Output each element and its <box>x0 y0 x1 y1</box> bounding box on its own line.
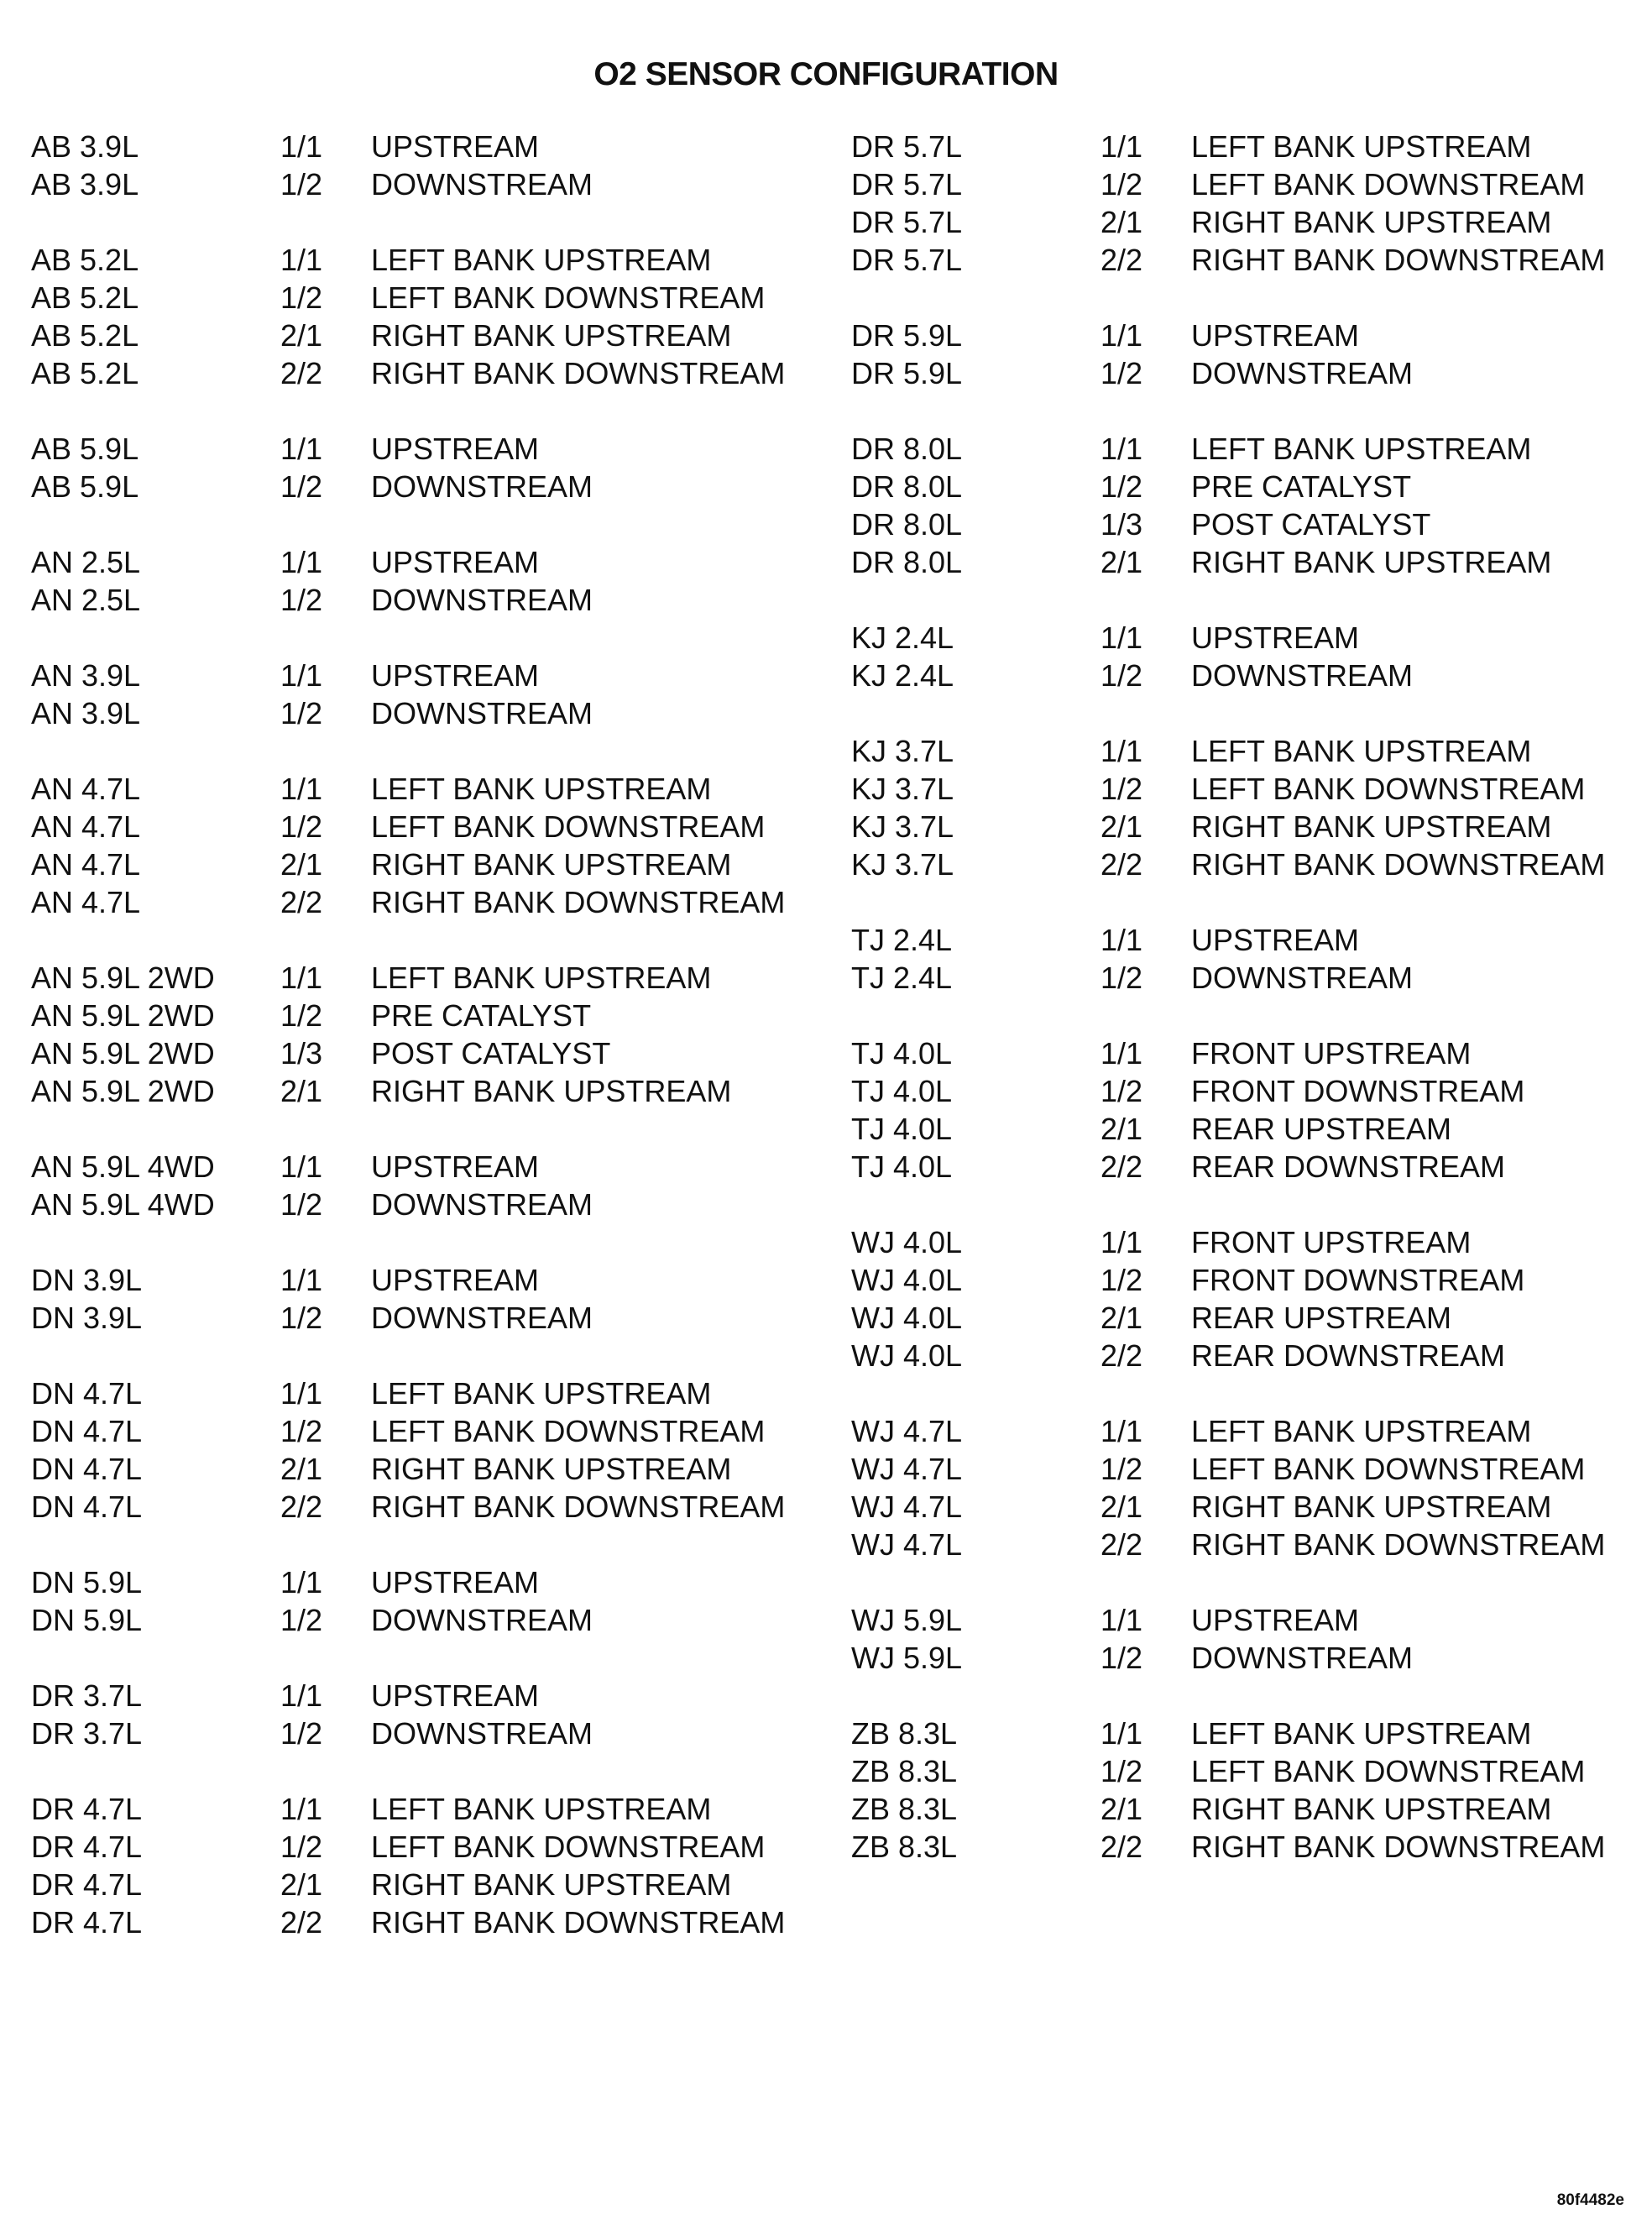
sensor-position: 1/1 <box>280 961 323 995</box>
sensor-location: RIGHT BANK DOWNSTREAM <box>1191 1527 1606 1562</box>
engine-code: TJ 4.0L <box>851 1036 953 1071</box>
sensor-position: 2/1 <box>1100 205 1143 239</box>
engine-code: DR 4.7L <box>31 1905 143 1940</box>
engine-code: DN 3.9L <box>31 1263 143 1297</box>
engine-code: DR 4.7L <box>31 1792 143 1826</box>
sensor-position: 2/2 <box>1100 243 1143 277</box>
engine-code: AN 5.9L 4WD <box>31 1187 215 1222</box>
sensor-location: LEFT BANK UPSTREAM <box>371 243 712 277</box>
sensor-position: 2/2 <box>1100 847 1143 882</box>
sensor-location: DOWNSTREAM <box>1191 658 1413 693</box>
engine-code: AN 5.9L 2WD <box>31 998 215 1033</box>
sensor-position: 1/2 <box>280 809 323 844</box>
sensor-location: LEFT BANK UPSTREAM <box>1191 1414 1532 1448</box>
sensor-position: 2/1 <box>280 1867 323 1902</box>
sensor-location: RIGHT BANK DOWNSTREAM <box>1191 243 1606 277</box>
sensor-position: 2/1 <box>1100 1489 1143 1524</box>
engine-code: KJ 2.4L <box>851 620 954 655</box>
sensor-location: FRONT UPSTREAM <box>1191 1225 1472 1259</box>
sensor-position: 1/2 <box>1100 356 1143 390</box>
sensor-location: LEFT BANK DOWNSTREAM <box>371 1830 766 1864</box>
sensor-location: UPSTREAM <box>371 1565 540 1599</box>
sensor-location: PRE CATALYST <box>371 998 592 1033</box>
figure-id: 80f4482e <box>1556 2191 1624 2209</box>
sensor-position: 1/1 <box>280 772 323 806</box>
sensor-position: 2/1 <box>1100 809 1143 844</box>
engine-code: DR 5.7L <box>851 243 963 277</box>
engine-code: TJ 2.4L <box>851 923 953 957</box>
sensor-position: 1/2 <box>280 583 323 617</box>
engine-code: TJ 4.0L <box>851 1074 953 1108</box>
sensor-location: DOWNSTREAM <box>371 167 593 202</box>
sensor-location: RIGHT BANK DOWNSTREAM <box>1191 1830 1606 1864</box>
engine-code: DN 4.7L <box>31 1414 143 1448</box>
engine-code: TJ 2.4L <box>851 961 953 995</box>
engine-code: DR 8.0L <box>851 469 963 504</box>
sensor-position: 1/3 <box>1100 507 1143 542</box>
sensor-location: RIGHT BANK UPSTREAM <box>371 1452 732 1486</box>
sensor-position: 1/2 <box>280 1187 323 1222</box>
engine-code: ZB 8.3L <box>851 1754 958 1788</box>
sensor-location: DOWNSTREAM <box>371 1301 593 1335</box>
sensor-location: RIGHT BANK UPSTREAM <box>371 318 732 353</box>
sensor-position: 1/2 <box>1100 772 1143 806</box>
sensor-position: 1/1 <box>1100 923 1143 957</box>
engine-code: DR 8.0L <box>851 545 963 579</box>
engine-code: KJ 3.7L <box>851 734 954 768</box>
sensor-position: 2/2 <box>280 885 323 919</box>
engine-code: KJ 3.7L <box>851 847 954 882</box>
sensor-location: RIGHT BANK UPSTREAM <box>1191 809 1552 844</box>
engine-code: DN 4.7L <box>31 1489 143 1524</box>
sensor-location: LEFT BANK DOWNSTREAM <box>371 280 766 315</box>
sensor-location: UPSTREAM <box>1191 1603 1360 1637</box>
sensor-position: 2/1 <box>1100 1792 1143 1826</box>
engine-code: WJ 4.7L <box>851 1527 963 1562</box>
sensor-location: RIGHT BANK DOWNSTREAM <box>371 356 786 390</box>
engine-code: WJ 4.7L <box>851 1489 963 1524</box>
sensor-location: LEFT BANK UPSTREAM <box>1191 1716 1532 1751</box>
sensor-position: 1/2 <box>1100 1754 1143 1788</box>
engine-code: ZB 8.3L <box>851 1830 958 1864</box>
sensor-location: RIGHT BANK UPSTREAM <box>371 1074 732 1108</box>
sensor-location: RIGHT BANK UPSTREAM <box>1191 1489 1552 1524</box>
engine-code: TJ 4.0L <box>851 1112 953 1146</box>
sensor-location: LEFT BANK DOWNSTREAM <box>1191 772 1586 806</box>
engine-code: DR 5.7L <box>851 129 963 164</box>
engine-code: DN 3.9L <box>31 1301 143 1335</box>
sensor-location: RIGHT BANK DOWNSTREAM <box>371 1905 786 1940</box>
engine-code: DN 5.9L <box>31 1603 143 1637</box>
engine-code: AN 2.5L <box>31 583 141 617</box>
sensor-location: RIGHT BANK UPSTREAM <box>371 1867 732 1902</box>
engine-code: DN 4.7L <box>31 1452 143 1486</box>
engine-code: DR 5.9L <box>851 356 963 390</box>
sensor-location: DOWNSTREAM <box>371 583 593 617</box>
sensor-position: 1/2 <box>1100 469 1143 504</box>
sensor-position: 1/1 <box>280 243 323 277</box>
sensor-position: 1/2 <box>280 280 323 315</box>
engine-code: AB 3.9L <box>31 167 139 202</box>
engine-code: AB 5.9L <box>31 432 139 466</box>
engine-code: AN 5.9L 2WD <box>31 1036 215 1071</box>
engine-code: DR 3.7L <box>31 1678 143 1713</box>
sensor-position: 1/2 <box>1100 1074 1143 1108</box>
engine-code: AB 5.2L <box>31 243 139 277</box>
sensor-position: 1/1 <box>280 658 323 693</box>
sensor-position: 1/2 <box>280 1301 323 1335</box>
sensor-location: UPSTREAM <box>371 1149 540 1184</box>
sensor-position: 2/2 <box>280 356 323 390</box>
engine-code: WJ 4.0L <box>851 1301 963 1335</box>
sensor-position: 1/1 <box>280 1376 323 1411</box>
sensor-position: 2/1 <box>280 1074 323 1108</box>
sensor-position: 1/1 <box>280 432 323 466</box>
sensor-location: DOWNSTREAM <box>371 1603 593 1637</box>
sensor-position: 1/1 <box>1100 1716 1143 1751</box>
engine-code: AN 5.9L 2WD <box>31 961 215 995</box>
sensor-position: 1/1 <box>1100 432 1143 466</box>
engine-code: AN 5.9L 2WD <box>31 1074 215 1108</box>
sensor-location: REAR DOWNSTREAM <box>1191 1149 1506 1184</box>
sensor-location: POST CATALYST <box>371 1036 611 1071</box>
sensor-position: 2/1 <box>280 1452 323 1486</box>
sensor-location: LEFT BANK UPSTREAM <box>1191 734 1532 768</box>
sensor-position: 2/2 <box>1100 1830 1143 1864</box>
engine-code: KJ 3.7L <box>851 809 954 844</box>
sensor-position: 2/2 <box>1100 1149 1143 1184</box>
engine-code: AB 3.9L <box>31 129 139 164</box>
sensor-position: 1/1 <box>280 129 323 164</box>
sensor-position: 1/2 <box>280 1414 323 1448</box>
sensor-location: UPSTREAM <box>371 658 540 693</box>
sensor-location: UPSTREAM <box>371 1678 540 1713</box>
sensor-location: RIGHT BANK DOWNSTREAM <box>371 1489 786 1524</box>
sensor-position: 1/1 <box>1100 734 1143 768</box>
engine-code: DR 4.7L <box>31 1830 143 1864</box>
engine-code: AB 5.2L <box>31 280 139 315</box>
engine-code: WJ 4.7L <box>851 1452 963 1486</box>
engine-code: AB 5.9L <box>31 469 139 504</box>
sensor-position: 1/1 <box>1100 1603 1143 1637</box>
sensor-position: 1/1 <box>1100 129 1143 164</box>
engine-code: DR 3.7L <box>31 1716 143 1751</box>
sensor-location: LEFT BANK UPSTREAM <box>371 1376 712 1411</box>
engine-code: ZB 8.3L <box>851 1716 958 1751</box>
sensor-location: DOWNSTREAM <box>371 696 593 730</box>
sensor-position: 1/2 <box>280 1830 323 1864</box>
engine-code: WJ 4.0L <box>851 1225 963 1259</box>
sensor-location: RIGHT BANK UPSTREAM <box>1191 205 1552 239</box>
sensor-location: RIGHT BANK UPSTREAM <box>1191 1792 1552 1826</box>
sensor-location: REAR UPSTREAM <box>1191 1301 1452 1335</box>
engine-code: DN 4.7L <box>31 1376 143 1411</box>
sensor-location: FRONT DOWNSTREAM <box>1191 1263 1525 1297</box>
sensor-position: 2/2 <box>1100 1338 1143 1373</box>
sensor-location: LEFT BANK DOWNSTREAM <box>1191 167 1586 202</box>
sensor-location: FRONT UPSTREAM <box>1191 1036 1472 1071</box>
engine-code: WJ 4.0L <box>851 1338 963 1373</box>
sensor-position: 1/1 <box>280 1565 323 1599</box>
sensor-position: 1/1 <box>280 1792 323 1826</box>
sensor-position: 1/2 <box>280 998 323 1033</box>
sensor-position: 1/1 <box>280 1149 323 1184</box>
engine-code: WJ 5.9L <box>851 1641 963 1675</box>
sensor-location: UPSTREAM <box>371 545 540 579</box>
sensor-location: REAR UPSTREAM <box>1191 1112 1452 1146</box>
sensor-location: REAR DOWNSTREAM <box>1191 1338 1506 1373</box>
sensor-location: UPSTREAM <box>371 129 540 164</box>
sensor-location: UPSTREAM <box>371 1263 540 1297</box>
sensor-location: POST CATALYST <box>1191 507 1431 542</box>
sensor-position: 2/2 <box>280 1905 323 1940</box>
sensor-position: 1/2 <box>1100 1641 1143 1675</box>
engine-code: AN 5.9L 4WD <box>31 1149 215 1184</box>
sensor-location: LEFT BANK UPSTREAM <box>1191 432 1532 466</box>
engine-code: AN 4.7L <box>31 809 141 844</box>
sensor-position: 2/1 <box>1100 545 1143 579</box>
sensor-position: 1/2 <box>280 469 323 504</box>
sensor-position: 1/3 <box>280 1036 323 1071</box>
engine-code: AN 2.5L <box>31 545 141 579</box>
engine-code: AN 3.9L <box>31 696 141 730</box>
sensor-location: LEFT BANK DOWNSTREAM <box>371 1414 766 1448</box>
sensor-position: 1/1 <box>280 1263 323 1297</box>
sensor-location: UPSTREAM <box>1191 923 1360 957</box>
sensor-location: LEFT BANK DOWNSTREAM <box>371 809 766 844</box>
engine-code: DR 4.7L <box>31 1867 143 1902</box>
engine-code: WJ 5.9L <box>851 1603 963 1637</box>
sensor-position: 1/1 <box>280 545 323 579</box>
sensor-position: 2/1 <box>1100 1301 1143 1335</box>
sensor-location: LEFT BANK UPSTREAM <box>1191 129 1532 164</box>
engine-code: DR 5.7L <box>851 167 963 202</box>
sensor-location: UPSTREAM <box>1191 620 1360 655</box>
sensor-location: RIGHT BANK UPSTREAM <box>371 847 732 882</box>
sensor-location: DOWNSTREAM <box>371 1716 593 1751</box>
sensor-location: RIGHT BANK UPSTREAM <box>1191 545 1552 579</box>
sensor-position: 1/2 <box>280 1716 323 1751</box>
sensor-position: 2/2 <box>280 1489 323 1524</box>
sensor-location: DOWNSTREAM <box>1191 961 1413 995</box>
engine-code: TJ 4.0L <box>851 1149 953 1184</box>
sensor-location: UPSTREAM <box>371 432 540 466</box>
sensor-position: 1/1 <box>280 1678 323 1713</box>
sensor-location: RIGHT BANK DOWNSTREAM <box>1191 847 1606 882</box>
engine-code: AB 5.2L <box>31 318 139 353</box>
sensor-location: LEFT BANK DOWNSTREAM <box>1191 1452 1586 1486</box>
sensor-position: 1/1 <box>1100 1414 1143 1448</box>
sensor-position: 1/2 <box>280 1603 323 1637</box>
sensor-position: 1/2 <box>1100 1263 1143 1297</box>
engine-code: AN 3.9L <box>31 658 141 693</box>
sensor-location: RIGHT BANK DOWNSTREAM <box>371 885 786 919</box>
engine-code: DR 5.9L <box>851 318 963 353</box>
sensor-position: 1/1 <box>1100 1036 1143 1071</box>
sensor-position: 1/1 <box>1100 318 1143 353</box>
sensor-position: 2/1 <box>1100 1112 1143 1146</box>
engine-code: KJ 3.7L <box>851 772 954 806</box>
sensor-location: UPSTREAM <box>1191 318 1360 353</box>
sensor-location: DOWNSTREAM <box>1191 356 1413 390</box>
engine-code: ZB 8.3L <box>851 1792 958 1826</box>
engine-code: WJ 4.7L <box>851 1414 963 1448</box>
engine-code: AN 4.7L <box>31 885 141 919</box>
sensor-location: PRE CATALYST <box>1191 469 1412 504</box>
sensor-position: 1/2 <box>280 696 323 730</box>
sensor-location: FRONT DOWNSTREAM <box>1191 1074 1525 1108</box>
sensor-position: 1/2 <box>1100 167 1143 202</box>
page-title: O2 SENSOR CONFIGURATION <box>593 56 1059 92</box>
sensor-location: DOWNSTREAM <box>371 1187 593 1222</box>
engine-code: AB 5.2L <box>31 356 139 390</box>
sensor-location: LEFT BANK DOWNSTREAM <box>1191 1754 1586 1788</box>
sensor-location: LEFT BANK UPSTREAM <box>371 1792 712 1826</box>
sensor-location: DOWNSTREAM <box>371 469 593 504</box>
engine-code: DR 8.0L <box>851 507 963 542</box>
engine-code: DR 8.0L <box>851 432 963 466</box>
engine-code: KJ 2.4L <box>851 658 954 693</box>
sensor-position: 2/1 <box>280 318 323 353</box>
engine-code: DN 5.9L <box>31 1565 143 1599</box>
sensor-location: DOWNSTREAM <box>1191 1641 1413 1675</box>
sensor-location: LEFT BANK UPSTREAM <box>371 772 712 806</box>
sensor-position: 1/1 <box>1100 620 1143 655</box>
sensor-position: 1/2 <box>1100 1452 1143 1486</box>
sensor-position: 1/1 <box>1100 1225 1143 1259</box>
sensor-location: LEFT BANK UPSTREAM <box>371 961 712 995</box>
sensor-position: 1/2 <box>280 167 323 202</box>
sensor-position: 2/2 <box>1100 1527 1143 1562</box>
engine-code: DR 5.7L <box>851 205 963 239</box>
engine-code: AN 4.7L <box>31 847 141 882</box>
engine-code: AN 4.7L <box>31 772 141 806</box>
sensor-position: 1/2 <box>1100 658 1143 693</box>
sensor-position: 1/2 <box>1100 961 1143 995</box>
sensor-position: 2/1 <box>280 847 323 882</box>
engine-code: WJ 4.0L <box>851 1263 963 1297</box>
